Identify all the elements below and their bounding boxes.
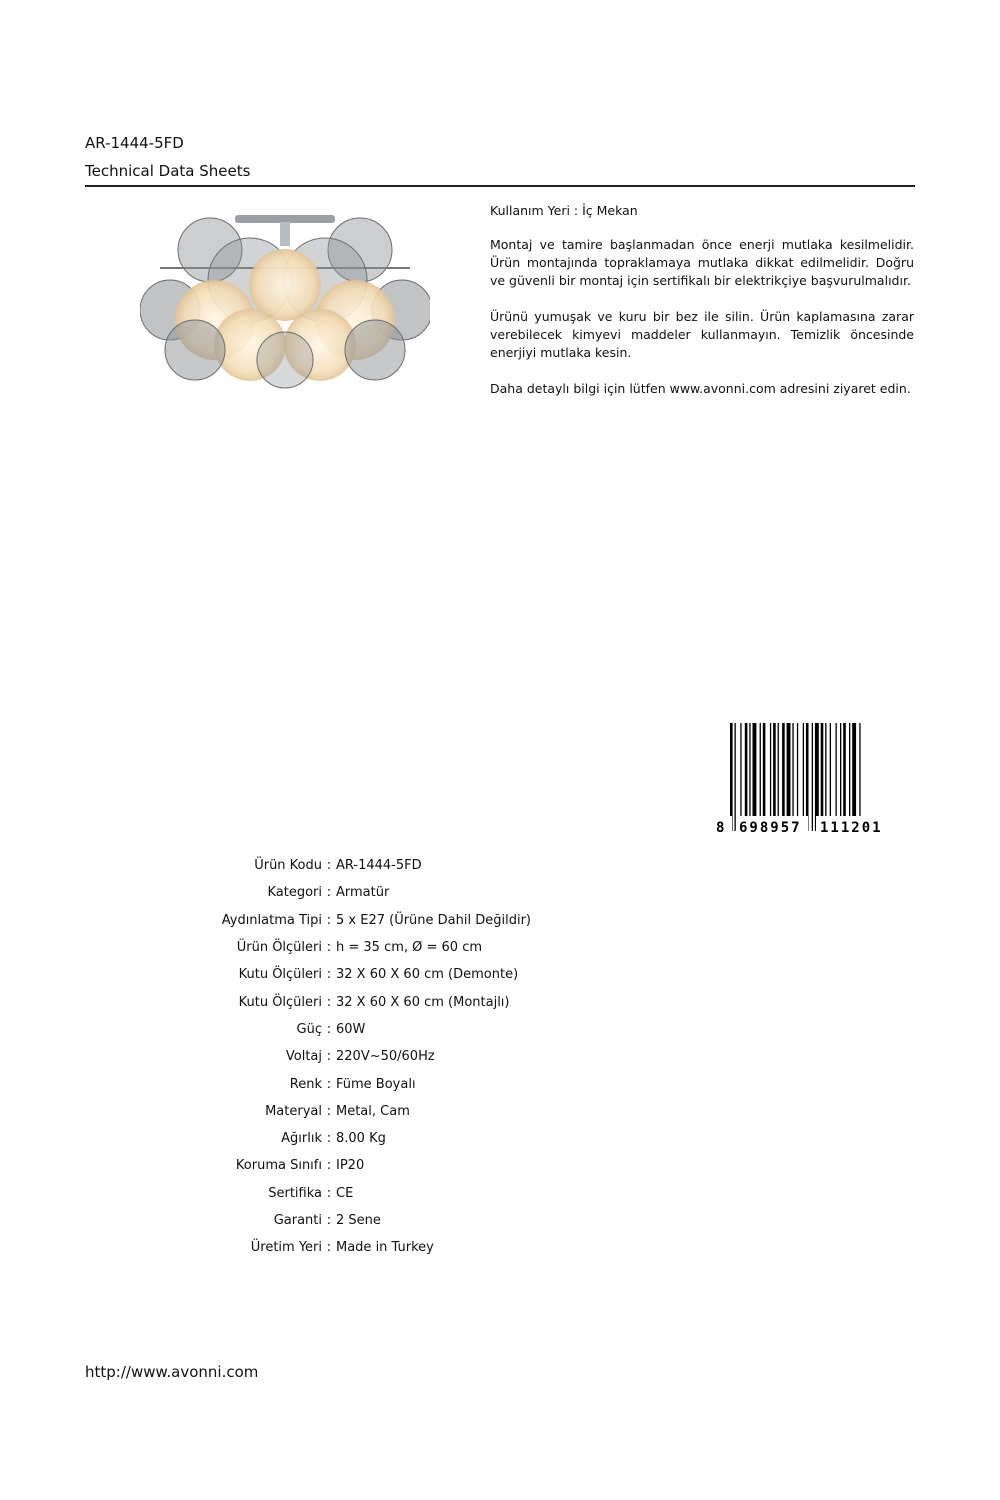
barcode-bar (740, 723, 741, 831)
barcode-bar (821, 723, 824, 831)
header-divider (85, 185, 915, 187)
spec-separator: : (326, 1076, 332, 1092)
spec-label: Ağırlık (281, 1131, 322, 1147)
spec-separator: : (326, 912, 332, 928)
spec-label: Ürün Kodu (254, 858, 322, 874)
barcode-digits-right: 111201 (820, 820, 883, 835)
spec-value: 60W (336, 1021, 366, 1037)
spec-row (150, 907, 636, 934)
spec-separator: : (326, 967, 332, 983)
spec-label: Aydınlatma Tipi (221, 912, 322, 928)
barcode-bar (753, 723, 757, 831)
barcode-digit-lead: 8 (716, 820, 725, 835)
spec-separator: : (326, 1158, 332, 1174)
barcode (712, 720, 912, 835)
spec-label: Kategori (267, 885, 322, 901)
spec-label: Kutu Ölçüleri (238, 994, 322, 1010)
spec-row (150, 1125, 636, 1152)
barcode-bar (825, 723, 826, 831)
barcode-bar (770, 723, 771, 831)
spec-row (150, 1070, 636, 1097)
barcode-bar (840, 723, 841, 831)
spec-row (150, 1234, 636, 1261)
barcode-bar (803, 723, 804, 831)
spec-value: 220V~50/60Hz (336, 1049, 435, 1065)
product-image (140, 210, 430, 390)
spec-separator: : (326, 940, 332, 956)
spec-row (150, 961, 636, 988)
barcode-bar (792, 723, 793, 831)
spec-separator: : (326, 1131, 332, 1147)
spec-label: Kutu Ölçüleri (238, 967, 322, 983)
spec-table (150, 852, 636, 1261)
barcode-bar (843, 723, 846, 831)
barcode-bar (806, 723, 809, 831)
spec-separator: : (326, 1185, 332, 1201)
spec-row (150, 1098, 636, 1125)
barcode-bars (730, 723, 861, 831)
spec-row (150, 1016, 636, 1043)
website-note: Daha detaylı bilgi için lütfen www.avonni.com adresini ziyaret edin. (490, 381, 911, 396)
barcode-bar (782, 723, 785, 831)
barcode-bar (852, 723, 856, 831)
spec-value: 5 x E27 (Ürüne Dahil Değildir) (336, 912, 531, 928)
spec-row (150, 934, 636, 961)
installation-note: Montaj ve tamire başlanmadan önce enerji mutlaka kesilmelidir. Ürün montajında topraklamaya mutlaka dikkat edilmelidir. Doğru ve güvenli bir montaj için sertifikalı bir elektrikçiye başvurulmalıdır. (490, 237, 914, 288)
spec-row (150, 988, 636, 1015)
barcode-bar (859, 723, 860, 831)
spec-row (150, 1043, 636, 1070)
barcode-bar (797, 723, 798, 831)
spec-row (150, 1180, 636, 1207)
spec-row (150, 879, 636, 906)
barcode-bar (812, 723, 813, 831)
spec-value: 32 X 60 X 60 cm (Montajlı) (336, 994, 510, 1010)
spec-separator: : (326, 1021, 332, 1037)
spec-separator: : (326, 994, 332, 1010)
spec-label: Ürün Ölçüleri (236, 940, 322, 956)
spec-value: 2 Sene (336, 1213, 381, 1228)
barcode-digits-left: 698957 (739, 820, 802, 835)
spec-label: Sertifika (268, 1185, 322, 1201)
barcode-bar (836, 723, 837, 831)
spec-row (150, 852, 636, 879)
barcode-bar (745, 723, 748, 831)
spec-label: Garanti (273, 1213, 322, 1228)
barcode-bar (749, 723, 750, 831)
spec-value: 8.00 Kg (336, 1131, 386, 1147)
barcode-bar (763, 723, 766, 831)
spec-value: Made in Turkey (336, 1240, 434, 1256)
barcode-bar (735, 723, 736, 831)
spec-separator: : (326, 1103, 332, 1119)
spec-label: Güç (296, 1021, 322, 1037)
spec-value: CE (336, 1185, 354, 1201)
spec-label: Materyal (265, 1103, 322, 1119)
barcode-bar (773, 723, 776, 831)
spec-value: AR-1444-5FD (336, 858, 422, 874)
spec-value: Armatür (336, 885, 390, 901)
info-block (490, 202, 914, 416)
barcode-bar (849, 723, 850, 831)
barcode-bar (787, 723, 791, 831)
spec-separator: : (326, 1240, 332, 1256)
spec-value: IP20 (336, 1158, 365, 1174)
spec-separator: : (326, 858, 332, 874)
barcode-bar (830, 723, 831, 831)
spec-label: Üretim Yeri (250, 1240, 322, 1256)
usage-location: Kullanım Yeri : İç Mekan (490, 203, 638, 218)
datasheet-subtitle: Technical Data Sheets (85, 162, 251, 180)
spec-separator: : (326, 1049, 332, 1065)
barcode-bar (730, 723, 733, 831)
spec-label: Voltaj (285, 1049, 322, 1065)
spec-separator: : (326, 885, 332, 901)
spec-label: Renk (289, 1076, 322, 1092)
spec-row (150, 1207, 636, 1234)
barcode-bar (760, 723, 761, 831)
spec-separator: : (326, 1213, 332, 1228)
spec-value: Füme Boyalı (336, 1076, 416, 1092)
website-link[interactable]: http://www.avonni.com (85, 1363, 259, 1381)
cleaning-note: Ürünü yumuşak ve kuru bir bez ile silin. Ürün kaplamasına zarar verebilecek kimyevi maddeler kullanmayın. Temizlik öncesinde enerjiyi mutlaka kesin. (490, 309, 914, 360)
spec-value: Metal, Cam (336, 1103, 410, 1119)
barcode-bar (815, 723, 819, 831)
spec-value: h = 35 cm, Ø = 60 cm (336, 940, 483, 956)
spec-value: 32 X 60 X 60 cm (Demonte) (336, 967, 519, 983)
barcode-bar (778, 723, 779, 831)
product-code-heading: AR-1444-5FD (85, 134, 184, 152)
spec-row (150, 1152, 636, 1179)
spec-label: Koruma Sınıfı (235, 1158, 322, 1174)
